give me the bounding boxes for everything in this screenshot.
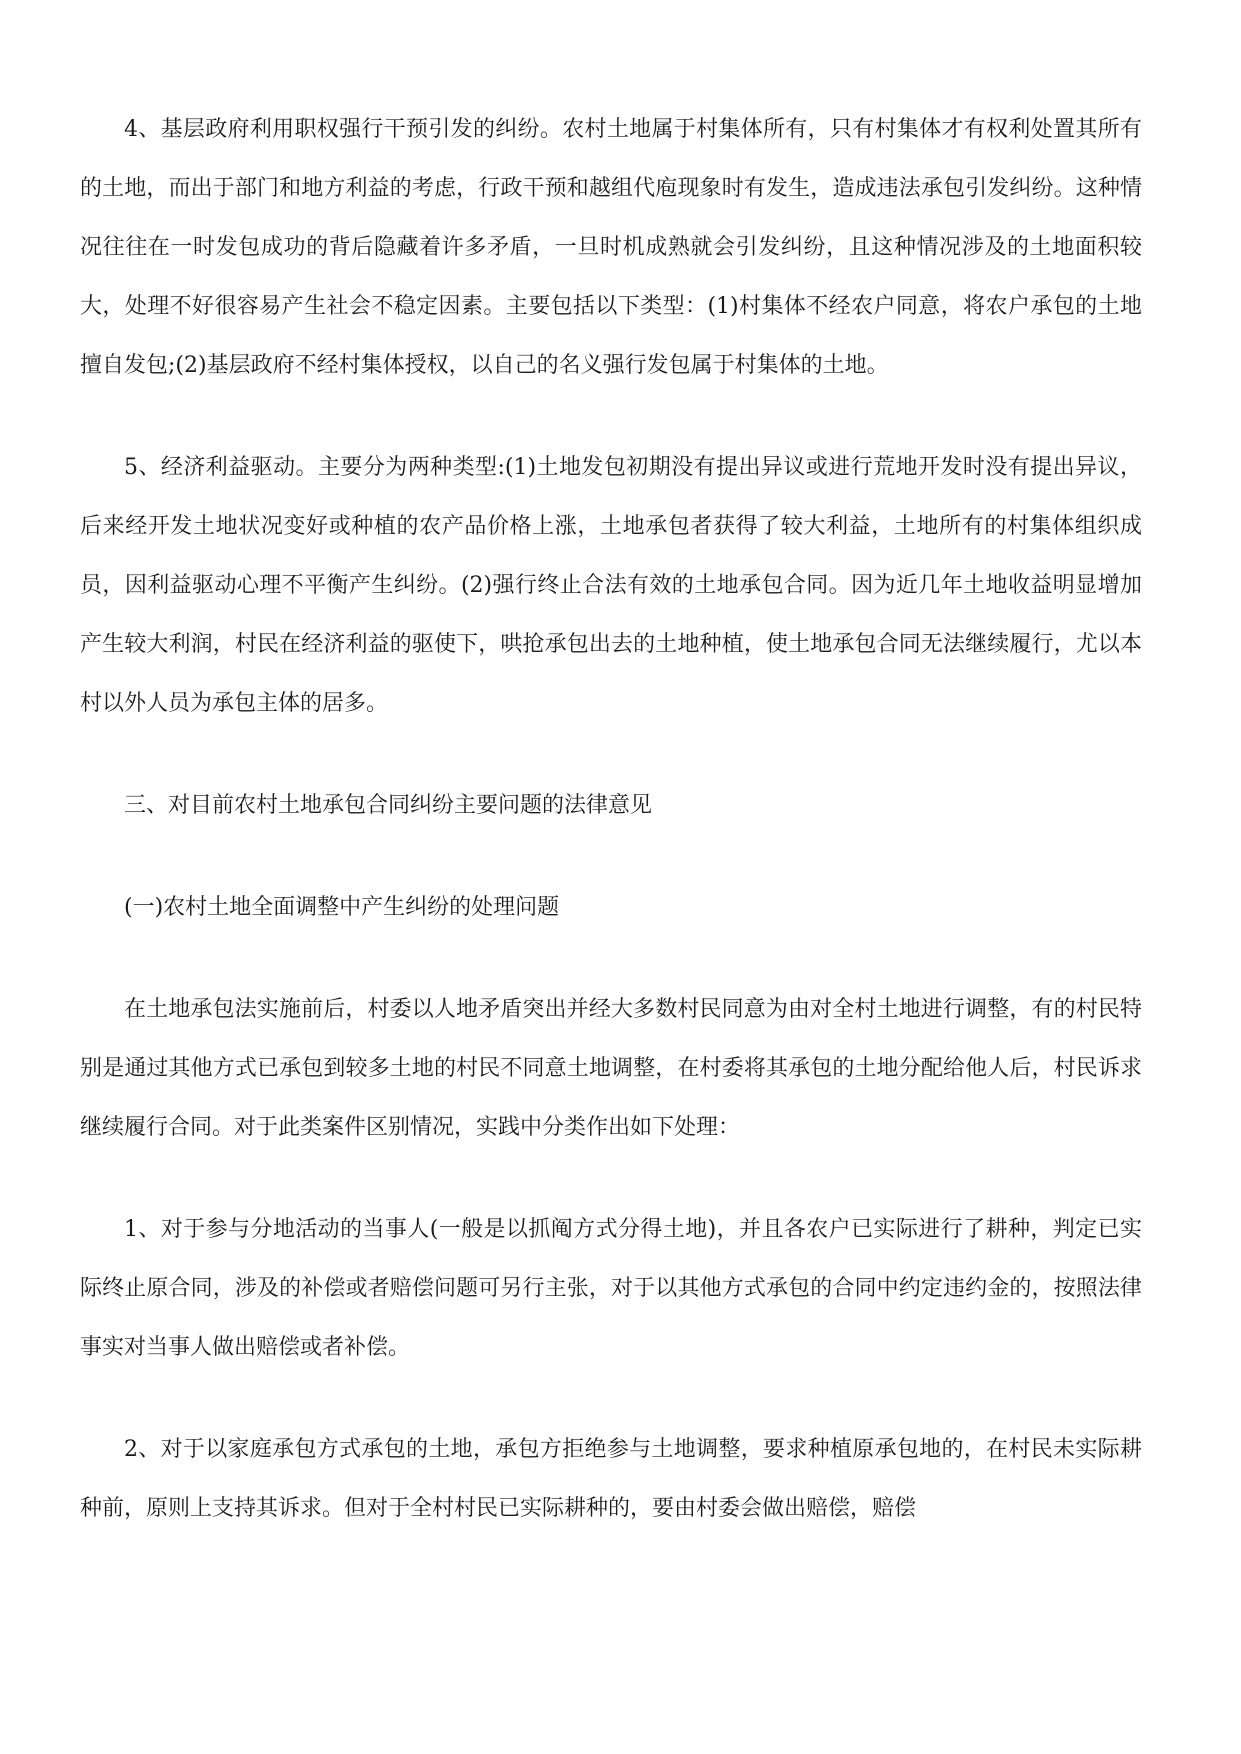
section-heading-three: 三、对目前农村土地承包合同纠纷主要问题的法律意见 bbox=[124, 793, 653, 818]
paragraph-handling-rule-1: 1、对于参与分地活动的当事人(一般是以抓阄方式分得土地)，并且各农户已实际进行了耕种，判定已实际终止原合同，涉及的补偿或者赔偿问题可另行主张，对于以其他方式承包的合同中约定违约金的，按照法律事实对当事人做出赔偿或者补偿。 bbox=[80, 1217, 1142, 1360]
paragraph-item-4-government-intervention: 4、基层政府利用职权强行干预引发的纠纷。农村土地属于村集体所有，只有村集体才有权利处置其所有的土地，而出于部门和地方利益的考虑，行政干预和越组代庖现象时有发生，造成违法承包引发纠纷。这种情况往往在一时发包成功的背后隐藏着许多矛盾，一旦时机成熟就会引发纠纷，且这种情况涉及的土地面积较大，处理不好很容易产生社会不稳定因素。主要包括以下类型：(1)村集体不经农户同意，将农户承包的土地擅自发包;(2)基层政府不经村集体授权，以自己的名义强行发包属于村集体的土地。 bbox=[80, 117, 1142, 378]
paragraph-item-5-economic-interest: 5、经济利益驱动。主要分为两种类型:(1)土地发包初期没有提出异议或进行荒地开发时没有提出异议，后来经开发土地状况变好或种植的农产品价格上涨，土地承包者获得了较大利益，土地所有的村集体组织成员，因利益驱动心理不平衡产生纠纷。(2)强行终止合法有效的土地承包合同。因为近几年土地收益明显增加产生较大利润，村民在经济利益的驱使下，哄抢承包出去的土地种植，使土地承包合同无法继续履行，尤以本村以外人员为承包主体的居多。 bbox=[80, 455, 1142, 716]
paragraph-handling-rule-2: 2、对于以家庭承包方式承包的土地，承包方拒绝参与土地调整，要求种植原承包地的，在村民未实际耕种前，原则上支持其诉求。但对于全村村民已实际耕种的，要由村委会做出赔偿，赔偿 bbox=[80, 1437, 1142, 1521]
paragraph-land-adjustment-background: 在土地承包法实施前后，村委以人地矛盾突出并经大多数村民同意为由对全村土地进行调整，有的村民特别是通过其他方式已承包到较多土地的村民不同意土地调整，在村委将其承包的土地分配给他人后，村民诉求继续履行合同。对于此类案件区别情况，实践中分类作出如下处理： bbox=[80, 997, 1142, 1140]
document-page bbox=[80, 100, 1142, 1581]
subsection-heading-one: (一)农村土地全面调整中产生纠纷的处理问题 bbox=[124, 895, 560, 920]
